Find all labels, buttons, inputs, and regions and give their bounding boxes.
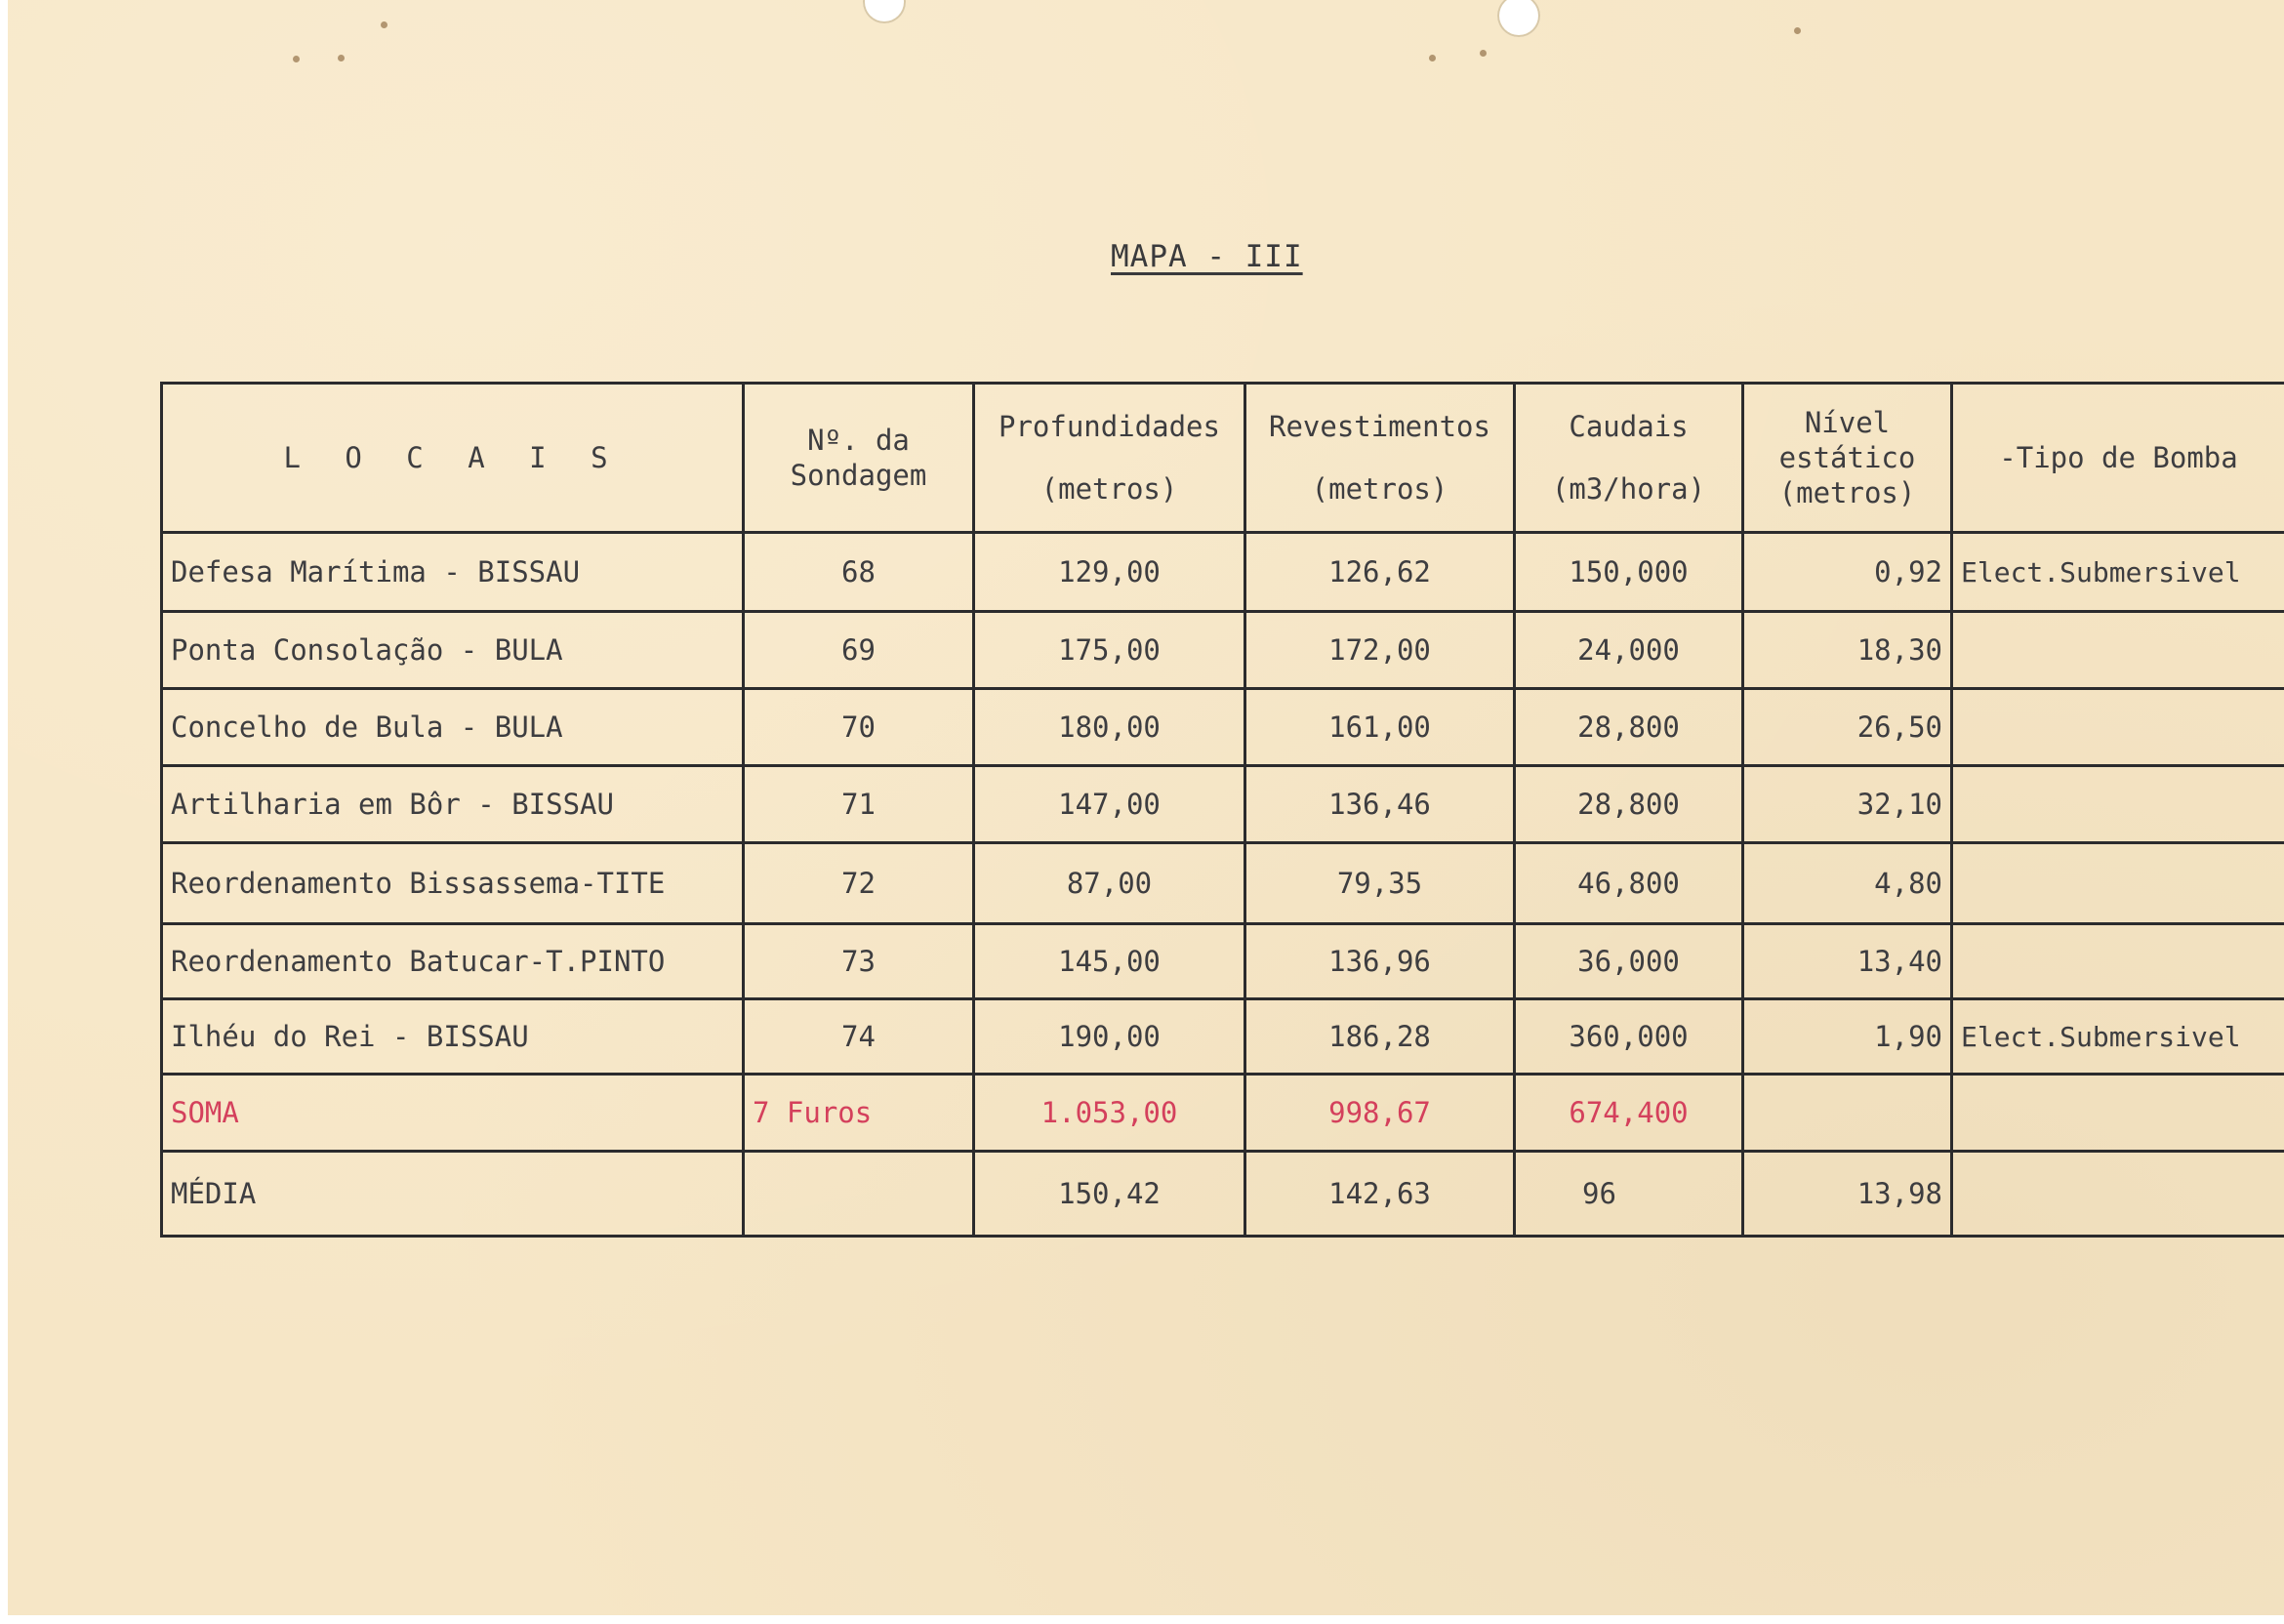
cell-bomba <box>1952 924 2284 999</box>
paper-speck <box>1429 55 1436 61</box>
cell-revestimento: 161,00 <box>1245 689 1515 766</box>
soma-sondagem: 7 Furos <box>744 1075 974 1152</box>
cell-nivel: 26,50 <box>1743 689 1952 766</box>
cell-sondagem: 70 <box>744 689 974 766</box>
document-title: MAPA - III <box>1111 239 1303 274</box>
data-table <box>160 382 2284 1238</box>
cell-caudal: 24,000 <box>1515 612 1743 689</box>
cell-sondagem: 68 <box>744 533 974 612</box>
soma-row <box>162 1075 2284 1152</box>
punch-hole-left <box>863 0 906 23</box>
cell-local: Reordenamento Bissassema-TITE <box>162 843 744 924</box>
cell-revestimento: 172,00 <box>1245 612 1515 689</box>
cell-profundidade: 129,00 <box>974 533 1245 612</box>
header-sondagem-bottom: Sondagem <box>790 459 927 492</box>
media-bomba-empty <box>1952 1152 2284 1237</box>
cell-sondagem: 73 <box>744 924 974 999</box>
cell-profundidade: 175,00 <box>974 612 1245 689</box>
cell-profundidade: 145,00 <box>974 924 1245 999</box>
cell-nivel: 0,92 <box>1743 533 1952 612</box>
cell-sondagem: 69 <box>744 612 974 689</box>
header-nivel-mid: estático <box>1778 440 1916 474</box>
cell-profundidade: 147,00 <box>974 766 1245 843</box>
media-caudal: 96 <box>1515 1152 1743 1237</box>
media-nivel: 13,98 <box>1743 1152 1952 1237</box>
cell-bomba: Elect.Submersivel <box>1952 999 2284 1075</box>
header-sondagem-top: Nº. da <box>807 423 910 457</box>
cell-caudal: 360,000 <box>1515 999 1743 1075</box>
cell-bomba <box>1952 766 2284 843</box>
paper-sheet <box>8 0 2284 1615</box>
header-profundidades-top: Profundidades <box>999 409 1220 443</box>
cell-nivel: 4,80 <box>1743 843 1952 924</box>
cell-profundidade: 180,00 <box>974 689 1245 766</box>
header-caudais-top: Caudais <box>1569 409 1689 443</box>
cell-local: Reordenamento Batucar-T.PINTO <box>162 924 744 999</box>
cell-local: Defesa Marítima - BISSAU <box>162 533 744 612</box>
table-row <box>162 924 2284 999</box>
cell-nivel: 13,40 <box>1743 924 1952 999</box>
header-revestimentos-top: Revestimentos <box>1269 409 1490 443</box>
media-profundidade: 150,42 <box>974 1152 1245 1237</box>
cell-nivel: 32,10 <box>1743 766 1952 843</box>
header-revestimentos <box>1245 384 1515 533</box>
cell-caudal: 36,000 <box>1515 924 1743 999</box>
header-sondagem <box>744 384 974 533</box>
cell-revestimento: 79,35 <box>1245 843 1515 924</box>
cell-bomba <box>1952 689 2284 766</box>
media-row <box>162 1152 2284 1237</box>
cell-bomba <box>1952 843 2284 924</box>
cell-caudal: 150,000 <box>1515 533 1743 612</box>
soma-profundidade: 1.053,00 <box>974 1075 1245 1152</box>
cell-caudal: 28,800 <box>1515 689 1743 766</box>
cell-nivel: 18,30 <box>1743 612 1952 689</box>
cell-nivel: 1,90 <box>1743 999 1952 1075</box>
table-row <box>162 766 2284 843</box>
header-bomba <box>1952 384 2284 533</box>
table-row <box>162 689 2284 766</box>
table-row <box>162 999 2284 1075</box>
paper-speck <box>381 21 387 28</box>
cell-revestimento: 136,46 <box>1245 766 1515 843</box>
header-caudais-unit: (m3/hora) <box>1551 472 1706 506</box>
cell-revestimento: 136,96 <box>1245 924 1515 999</box>
paper-speck <box>1480 50 1487 57</box>
media-revestimento: 142,63 <box>1245 1152 1515 1237</box>
header-profundidades-unit: (metros) <box>1040 472 1178 506</box>
soma-bomba-empty <box>1952 1075 2284 1152</box>
cell-bomba <box>1952 612 2284 689</box>
cell-caudal: 46,800 <box>1515 843 1743 924</box>
cell-sondagem: 72 <box>744 843 974 924</box>
soma-label: SOMA <box>162 1075 744 1152</box>
soma-nivel-empty <box>1743 1075 1952 1152</box>
cell-caudal: 28,800 <box>1515 766 1743 843</box>
cell-sondagem: 74 <box>744 999 974 1075</box>
header-caudais <box>1515 384 1743 533</box>
punch-hole-right <box>1497 0 1540 37</box>
cell-sondagem: 71 <box>744 766 974 843</box>
soma-revestimento: 998,67 <box>1245 1075 1515 1152</box>
cell-bomba: Elect.Submersivel <box>1952 533 2284 612</box>
soma-caudal: 674,400 <box>1515 1075 1743 1152</box>
header-nivel-top: Nível <box>1804 405 1891 439</box>
paper-speck <box>293 56 300 62</box>
header-row <box>162 384 2284 533</box>
cell-local: Ponta Consolação - BULA <box>162 612 744 689</box>
media-label: MÉDIA <box>162 1152 744 1237</box>
cell-local: Artilharia em Bôr - BISSAU <box>162 766 744 843</box>
header-locais-label: L O C A I S <box>283 440 622 474</box>
cell-local: Concelho de Bula - BULA <box>162 689 744 766</box>
cell-local: Ilhéu do Rei - BISSAU <box>162 999 744 1075</box>
cell-revestimento: 126,62 <box>1245 533 1515 612</box>
cell-profundidade: 87,00 <box>974 843 1245 924</box>
cell-revestimento: 186,28 <box>1245 999 1515 1075</box>
header-nivel <box>1743 384 1952 533</box>
header-profundidades <box>974 384 1245 533</box>
cell-profundidade: 190,00 <box>974 999 1245 1075</box>
paper-speck <box>1794 27 1801 34</box>
table-row <box>162 843 2284 924</box>
header-nivel-unit: (metros) <box>1778 476 1916 510</box>
paper-speck <box>338 55 345 61</box>
media-sondagem-empty <box>744 1152 974 1237</box>
table-row <box>162 612 2284 689</box>
header-bomba-label: -Tipo de Bomba <box>1999 440 2238 474</box>
header-locais <box>162 384 744 533</box>
table-row <box>162 533 2284 612</box>
header-revestimentos-unit: (metros) <box>1311 472 1448 506</box>
